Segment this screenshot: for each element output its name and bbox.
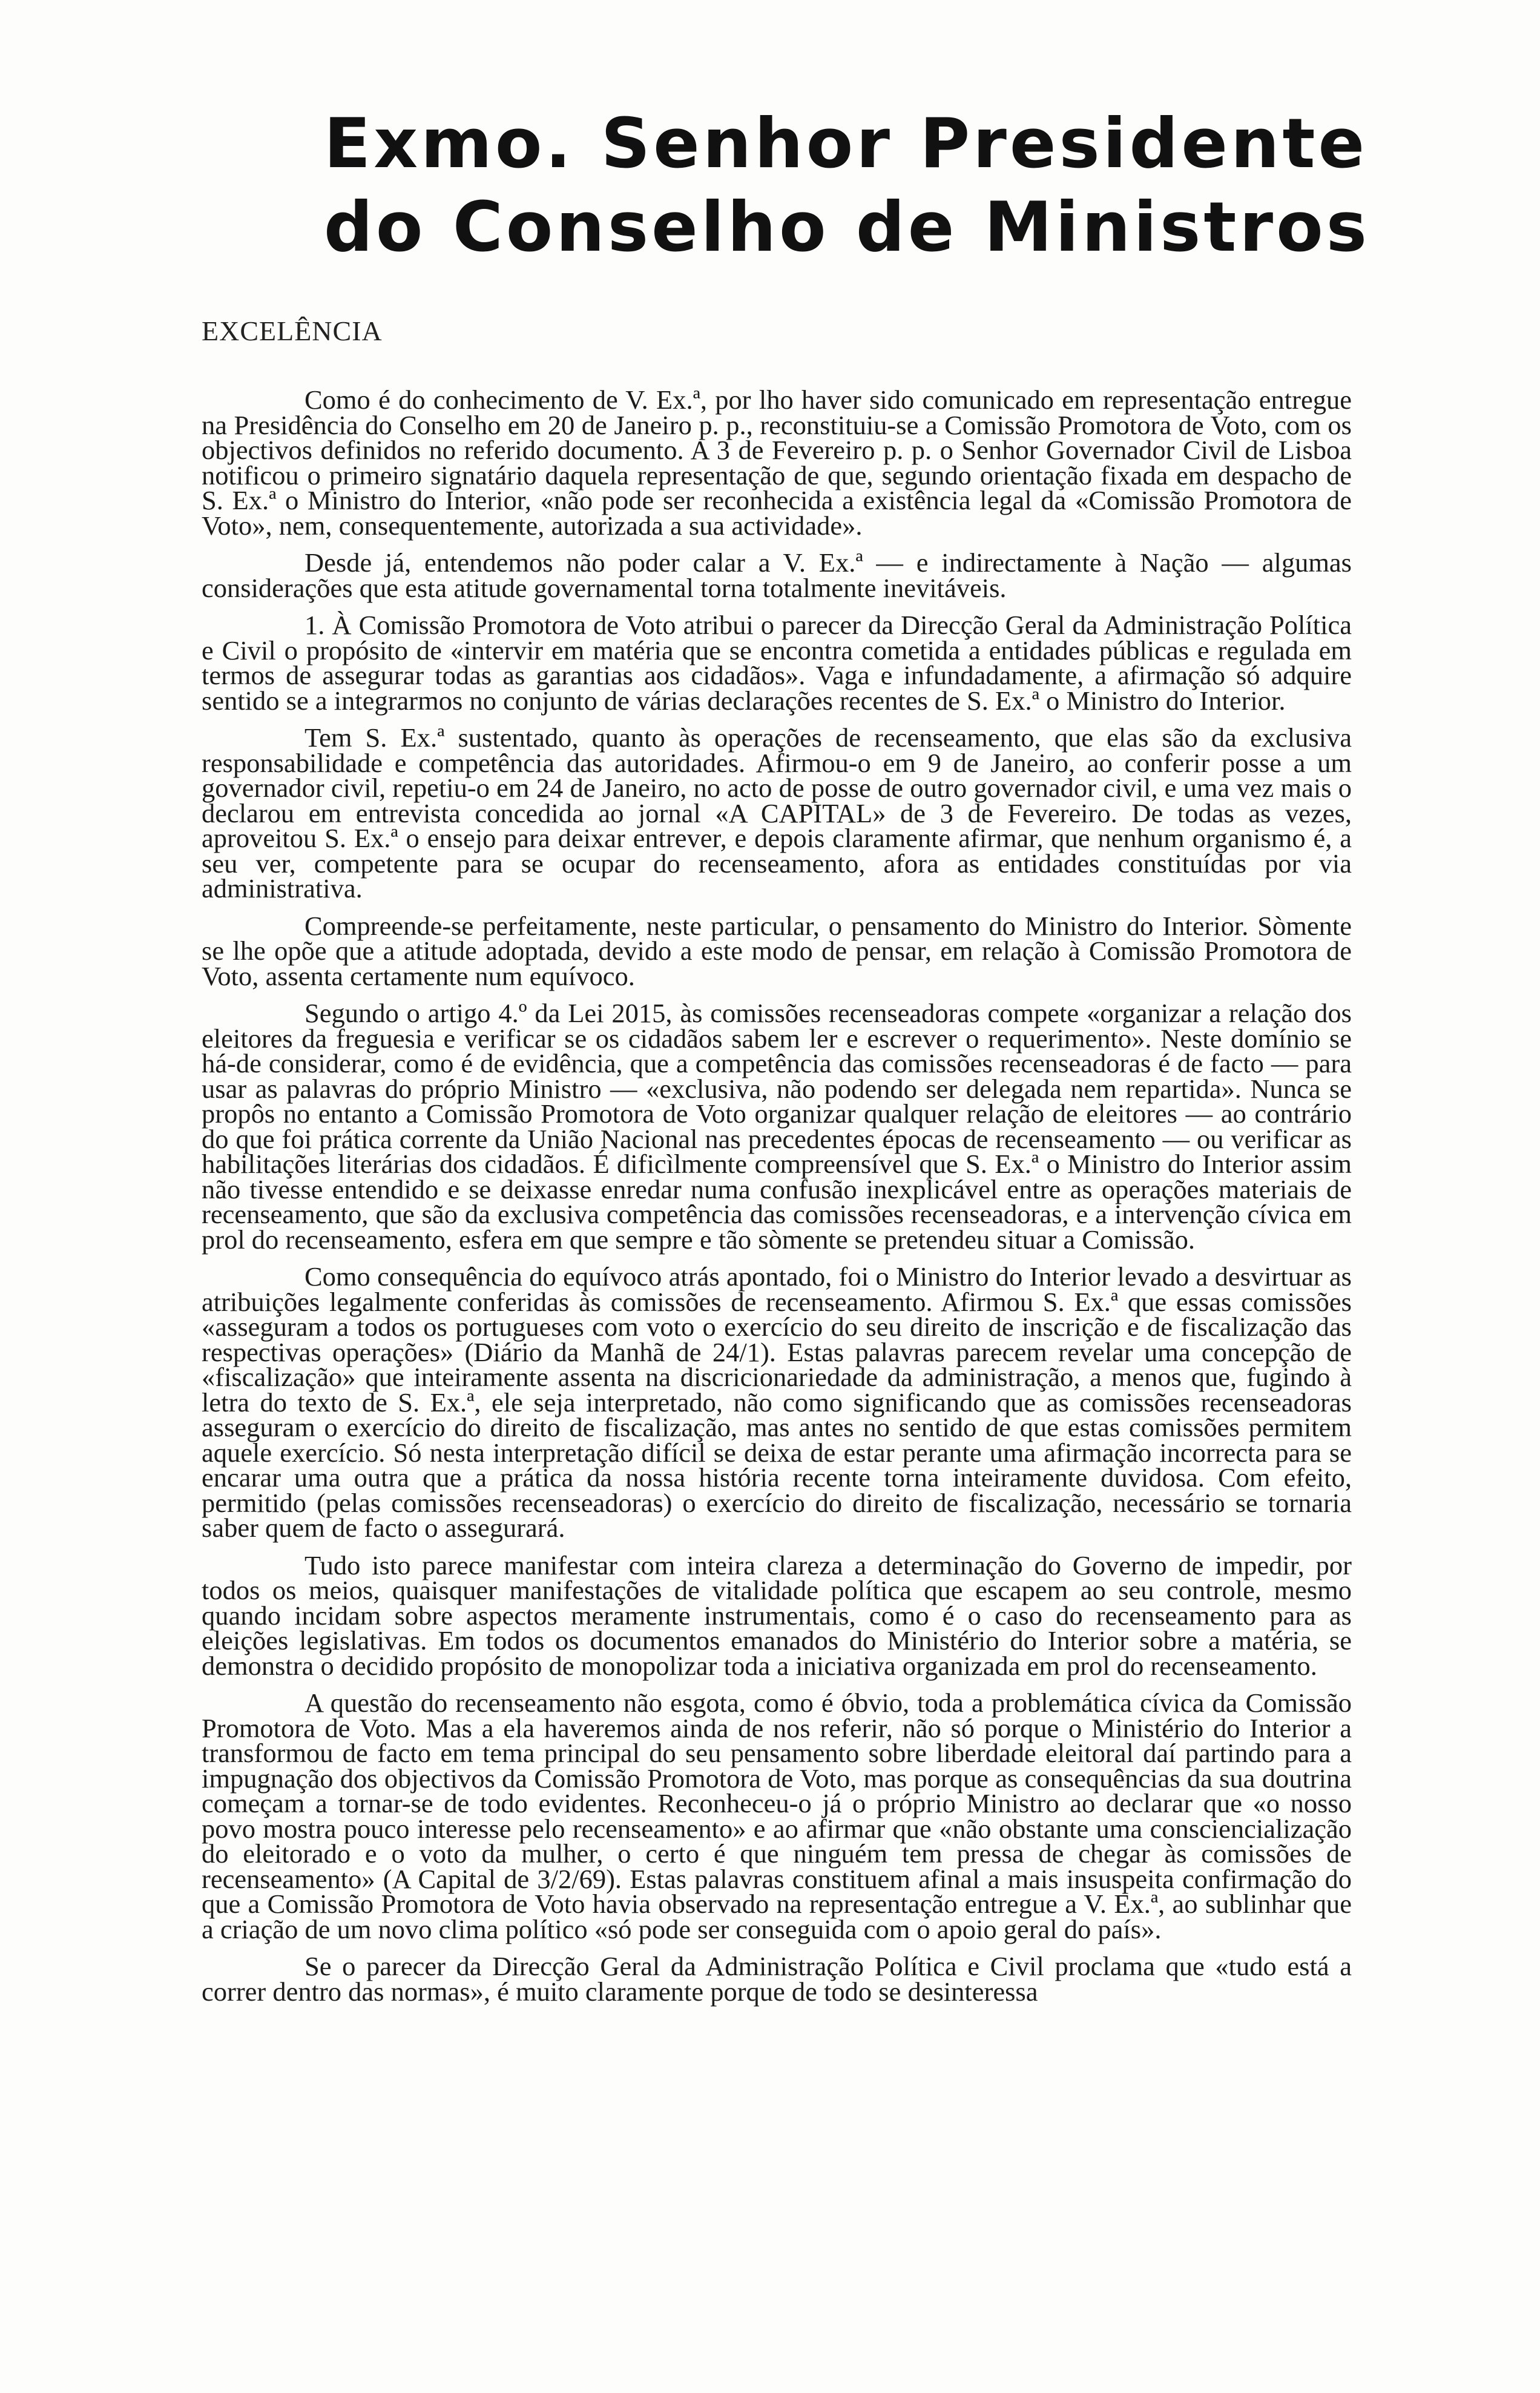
salutation: EXCELÊNCIA xyxy=(202,315,383,346)
paragraph: Se o parecer da Direcção Geral da Administração Política e Civil proclama que «tudo está a correr dentro das normas», é muito claramente porque de todo se desinteressa xyxy=(202,1951,1352,2007)
paragraph: Segundo o artigo 4.º da Lei 2015, às comissões recenseadoras compete «organizar a relação dos eleitores da freguesia e verificar se os cidadãos sabem ler e escrever o requerimento». Neste domínio se há-de considerar, como é de evidência, que a competência das comissões recenseadoras é de facto — para usar as palavras do próprio Ministro — «exclusiva, não podendo ser delegada nem repartida». Nunca se propôs no entanto a Comissão Promotora de Voto organizar qualquer relação de eleitores — ao contrário do que foi prática corrente da União Nacional nas precedentes épocas de recenseamento — ou verificar as habilitações literárias dos cidadãos. É dificìlmente compreensível que S. Ex.ª o Ministro do Interior assim não tivesse entendido e se deixasse enredar numa confusão inexplicável entre as operações materiais de recenseamento, que são da exclusiva competência das comissões recenseadoras, e a intervenção cívica em prol do recenseamento, esfera em que sempre e tão sòmente se pretendeu situar a Comissão. xyxy=(202,998,1352,1255)
paragraph: Tem S. Ex.ª sustentado, quanto às operações de recenseamento, que elas são da exclusiva responsabilidade e competência das autoridades. Afirmou-o em 9 de Janeiro, ao conferir posse a um governador civil, repetiu-o em 24 de Janeiro, no acto de posse de outro governador civil, e uma vez mais o declarou em entrevista concedida ao jornal «A CAPITAL» de 3 de Fevereiro. De todas as vezes, aproveitou S. Ex.ª o ensejo para deixar entrever, e depois claramente afirmar, que nenhum organismo é, a seu ver, competente para se ocupar do recenseamento, afora as entidades constituídas por via administrativa. xyxy=(202,722,1352,903)
paragraph: Tudo isto parece manifestar com inteira clareza a determinação do Governo de impedir, por todos os meios, quaisquer manifestações de vitalidade política que escapem ao seu controle, mesmo quando incidam sobre aspectos meramente instrumentais, como é o caso do recenseamento para as eleições legislativas. Em todos os documentos emanados do Ministério do Interior sobre a matéria, se demonstra o decidido propósito de monopolizar toda a iniciativa organizada em prol do recenseamento. xyxy=(202,1550,1352,1681)
paragraph: Como é do conhecimento de V. Ex.ª, por lho haver sido comunicado em representação entregue na Presidência do Conselho em 20 de Janeiro p. p., reconstituiu-se a Comissão Promotora de Voto, com os objectivos definidos no referido documento. A 3 de Fevereiro p. p. o Senhor Governador Civil de Lisboa notificou o primeiro signatário daquela representação de que, segundo orientação fixada em despacho de S. Ex.ª o Ministro do Interior, «não pode ser reconhecida a existência legal da «Comissão Promotora de Voto», nem, consequentemente, autorizada a sua actividade». xyxy=(202,385,1352,541)
page-title xyxy=(324,102,1370,269)
paragraph: A questão do recenseamento não esgota, como é óbvio, toda a problemática cívica da Comissão Promotora de Voto. Mas a ela haveremos ainda de nos referir, não só porque o Ministério do Interior a transformou de facto em tema principal do seu pensamento sobre liberdade eleitoral daí partindo para a impugnação dos objectivos da Comissão Promotora de Voto, mas porque as consequências da sua doutrina começam a tornar-se de todo evidentes. Reconheceu-o já o próprio Ministro ao declarar que «o nosso povo mostra pouco interesse pelo recenseamento» e ao afirmar que «não obstante uma consciencialização do eleitorado e o voto da mulher, o certo é que ninguém tem pressa de chegar às comissões de recenseamento» (A Capital de 3/2/69). Estas palavras constituem afinal a mais insuspeita confirmação do que a Comissão Promotora de Voto havia observado na representação entregue a V. Ex.ª, ao sublinhar que a criação de um novo clima político «só pode ser conseguida com o apoio geral do país». xyxy=(202,1688,1352,1944)
letter-body xyxy=(202,385,1352,2016)
paragraph: Desde já, entendemos não poder calar a V. Ex.ª — e indirectamente à Nação — algumas considerações que esta atitude governamental torna totalmente inevitáveis. xyxy=(202,547,1352,603)
paragraph: Como consequência do equívoco atrás apontado, foi o Ministro do Interior levado a desvirtuar as atribuições legalmente conferidas às comissões de recenseamento. Afirmou S. Ex.ª que essas comissões «asseguram a todos os portugueses com voto o exercício do seu direito de inscrição e de fiscalização das respectivas operações» (Diário da Manhã de 24/1). Estas palavras parecem revelar uma concepção de «fiscalização» que inteiramente assenta na discricionariedade da administração, a menos que, fugindo à letra do texto de S. Ex.ª, ele seja interpretado, não como significando que as comissões recenseadoras asseguram o exercício do direito de fiscalização, mas antes no sentido de que estas comissões permitem aquele exercício. Só nesta interpretação difícil se deixa de estar perante uma afirmação incorrecta para se encarar uma outra que a prática da nossa história recente torna inteiramente duvidosa. Com efeito, permitido (pelas comissões recenseadoras) o exercício do direito de fiscalização, necessário se tornaria saber quem de facto o assegurará. xyxy=(202,1261,1352,1543)
paragraph: Compreende-se perfeitamente, neste particular, o pensamento do Ministro do Interior. Sòmente se lhe opõe que a atitude adoptada, devido a este modo de pensar, em relação à Comissão Promotora de Voto, assenta certamente num equívoco. xyxy=(202,910,1352,991)
title-line-2: do Conselho de Ministros xyxy=(324,187,1371,267)
title-line-1: Exmo. Senhor Presidente xyxy=(324,104,1368,183)
paragraph: 1. À Comissão Promotora de Voto atribui o parecer da Direcção Geral da Administração Política e Civil o propósito de «intervir em matéria que se encontra cometida a entidades públicas e regulada em termos de assegurar todas as garantias aos cidadãos». Vaga e infundadamente, a afirmação só adquire sentido se a integrarmos no conjunto de várias declarações recentes de S. Ex.ª o Ministro do Interior. xyxy=(202,610,1352,716)
